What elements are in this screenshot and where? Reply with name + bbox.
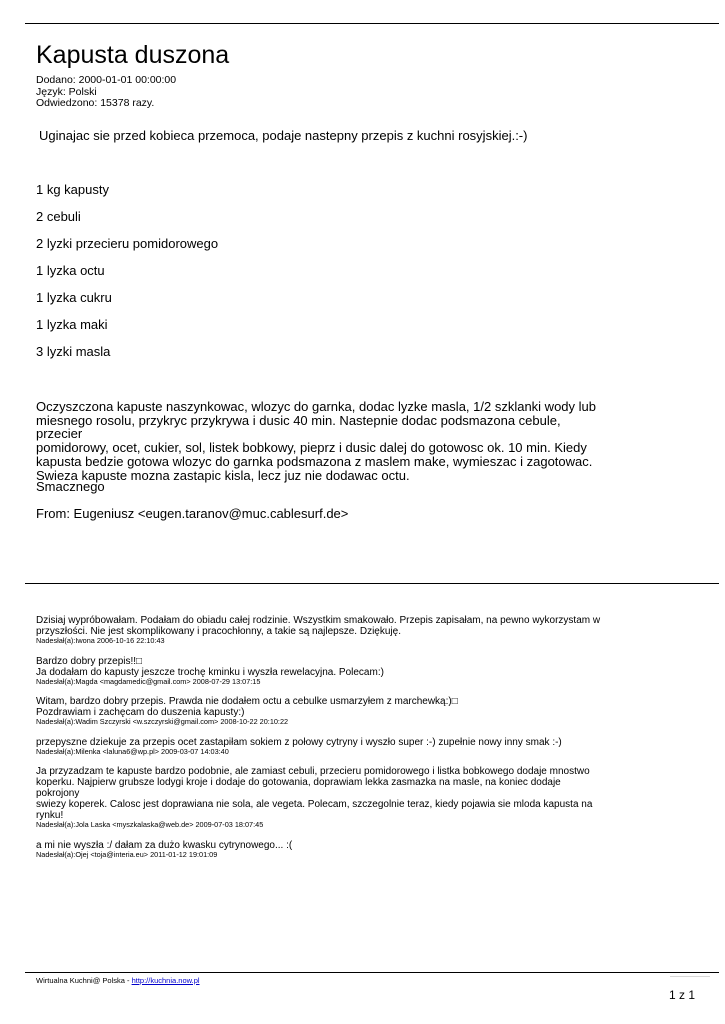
comment-text: przepyszne dziekuje za przepis ocet zastapiłam sokiem z połowy cytryny i wyszło super :-) zupełnie nowy inny smak :-) xyxy=(36,736,562,748)
comment-text: Pozdrawiam i zachęcam do duszenia kapusty:) xyxy=(36,707,245,718)
author-line: From: Eugeniusz <eugen.taranov@muc.cablesurf.de> xyxy=(36,506,349,521)
comment-text: Bardzo dobry przepis!!□ xyxy=(36,655,143,667)
comment-text: Dzisiaj wypróbowałam. Podałam do obiadu całej rodzinie. Wszystkim smakowało. Przepis zapisałam, na pewno wykorzystam w xyxy=(36,615,601,626)
ingredient-item: 3 lyzki masla xyxy=(36,344,111,359)
comment-author: Nadesłał(a):Milenka <laluna6@wp.pl> 2009-03-07 14:03:40 xyxy=(36,746,229,756)
footer-divider xyxy=(25,972,719,973)
page-number: 1 z 1 xyxy=(669,988,696,1002)
added-date: Dodano: 2000-01-01 00:00:00 xyxy=(36,74,177,86)
comment-text: a mi nie wyszła :/ dałam za dużo kwasku cytrynowego... :( xyxy=(36,839,293,851)
comment-text: rynku! xyxy=(36,810,64,821)
comment-text: swiezy koperek. Calosc jest doprawiana nie sola, ale vegeta. Polecam, szczegolnie teraz, kiedy pojawia sie mloda kapusta na xyxy=(36,799,593,810)
instruction-line: Oczyszczona kapuste naszynkowac, wlozyc do garnka, dodac lyzke masla, 1/2 szklanki wody lub xyxy=(36,399,596,414)
comment-item xyxy=(36,696,606,726)
footer-stamp xyxy=(670,976,710,977)
top-divider xyxy=(25,23,719,24)
instruction-line: kapusta bedzie gotowa wlozyc do garnka podsmazona z maslem make, wymieszac i zagotowac. xyxy=(36,453,593,469)
ingredient-item: 2 lyzki przecieru pomidorowego xyxy=(36,236,219,251)
comment-text: Ja przyzadzam te kapuste bardzo podobnie, ale zamiast cebuli, przecieru pomidorowego i listka bobkowego dodaje mnostwo xyxy=(36,766,590,777)
site-link[interactable]: http://kuchnia.now.pl xyxy=(131,976,200,985)
comment-item xyxy=(36,615,606,645)
instruction-line: Swieza kapuste mozna zastapic kisla, lecz juz nie dodawac octu. xyxy=(36,467,410,483)
comment-text: Ja dodałam do kapusty jeszcze trochę kminku i wyszła rewelacyjna. Polecam:) xyxy=(36,666,384,678)
comment-author: Nadesłał(a):Iwona 2006-10-16 22:10:43 xyxy=(36,636,165,645)
recipe-intro: Uginajac sie przed kobieca przemoca, podaje nastepny przepis z kuchni rosyjskiej.:-) xyxy=(39,128,528,143)
site-footer xyxy=(36,976,200,985)
comment-item xyxy=(36,840,606,859)
comments-list xyxy=(36,615,606,869)
comment-author: Nadesłał(a):Jola Laska <myszkalaska@web.de> 2009-07-03 18:07:45 xyxy=(36,820,264,829)
comment-text: Witam, bardzo dobry przepis. Prawda nie dodałem octu a cebulke usmarzyłem z marchewką:)□ xyxy=(36,696,458,707)
comment-item xyxy=(36,737,606,756)
instruction-line: pomidorowy, ocet, cukier, sol, listek bobkowy, pieprz i dusic dalej do gotowosc ok. 10 min. Kiedy xyxy=(36,440,587,456)
visit-count: Odwiedzono: 15378 razy. xyxy=(36,97,155,109)
ingredient-item: 2 cebuli xyxy=(36,209,81,224)
language: Język: Polski xyxy=(36,85,97,98)
ingredient-item: 1 kg kapusty xyxy=(36,182,109,197)
ingredient-item: 1 lyzka octu xyxy=(36,263,105,278)
ingredient-item: 1 lyzka maki xyxy=(36,317,108,332)
recipe-meta xyxy=(36,75,176,110)
ingredient-item: 1 lyzka cukru xyxy=(36,290,112,305)
comment-author: Nadesłał(a):Ojej <toja@interia.eu> 2011-01-12 19:01:09 xyxy=(36,849,218,859)
comment-author: Nadesłał(a):Wadim Szczyrski <w.szczyrski@gmail.com> 2008-10-22 20:10:22 xyxy=(36,717,289,726)
comment-item xyxy=(36,766,606,829)
page-title: Kapusta duszona xyxy=(36,41,230,69)
recipe-instructions xyxy=(36,400,596,482)
closing-text: Smacznego xyxy=(36,479,105,494)
comment-text: przyszłości. Nie jest skomplikowany i pracochłonny, a takie są najlepsze. Dziękuję. xyxy=(36,626,401,637)
site-name: Wirtualna Kuchni@ Polska - xyxy=(36,976,132,985)
comment-author: Nadesłał(a):Magda <magdamedic@gmail.com> 2008-07-29 13:07:15 xyxy=(36,676,261,686)
comments-divider xyxy=(25,583,719,584)
instruction-line: miesnego rosolu, przykryc przykrywa i dusic 40 min. Nastepnie dodac podsmazona cebule, przecier xyxy=(36,412,561,442)
comment-text: koperku. Najpierw grubsze lodygi kroje i dodaje do gotowania, doprawiam lekka zasmazka na masle, na koniec dodaje pokrojony xyxy=(36,777,561,799)
comment-item xyxy=(36,656,606,686)
